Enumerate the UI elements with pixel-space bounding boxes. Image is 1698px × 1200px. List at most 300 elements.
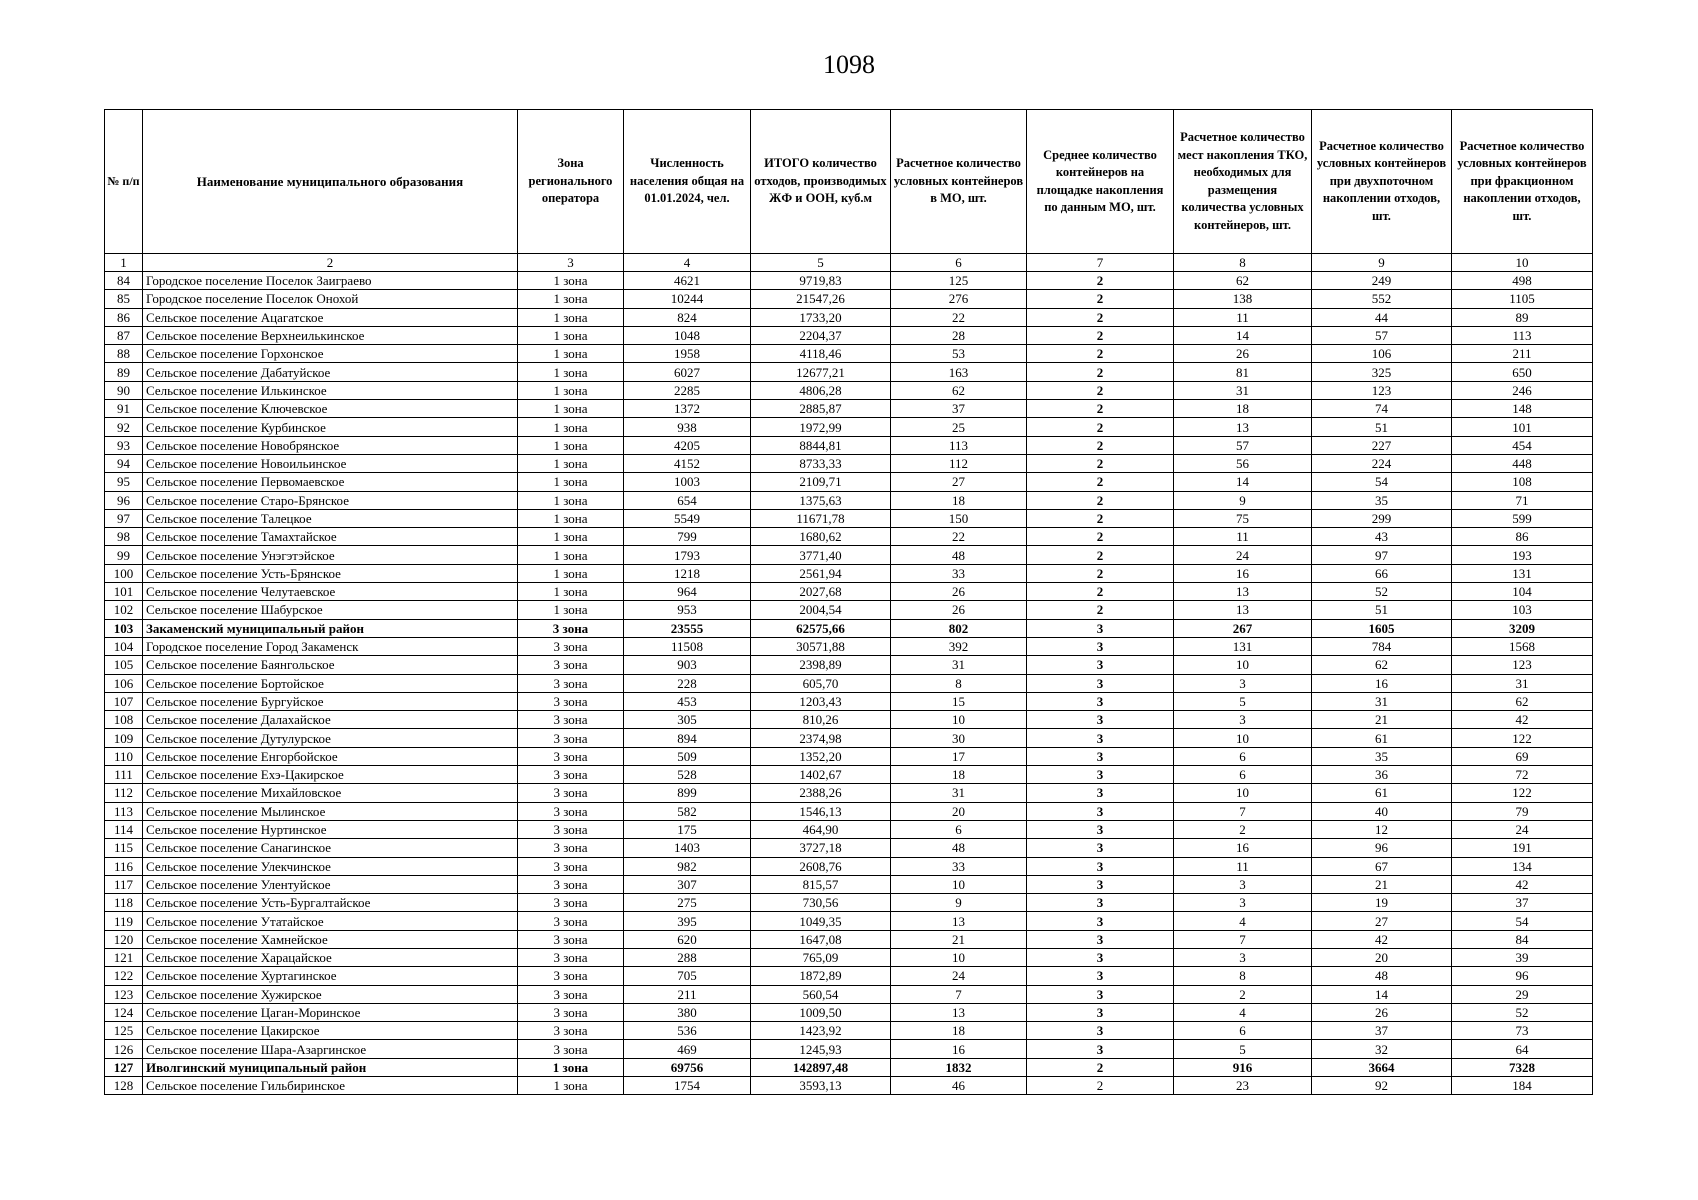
- population-cell: 1372: [624, 400, 751, 418]
- total-waste-cell: 8733,33: [751, 454, 891, 472]
- total-waste-cell: 142897,48: [751, 1058, 891, 1076]
- required-sites-cell: 3: [1174, 894, 1312, 912]
- two-stream-containers-cell: 16: [1312, 674, 1452, 692]
- municipality-name-cell: Сельское поселение Первомаевское: [143, 473, 518, 491]
- row-index-cell: 105: [105, 656, 143, 674]
- avg-containers-per-site-cell: 3: [1027, 839, 1174, 857]
- total-waste-cell: 1423,92: [751, 1022, 891, 1040]
- container-count-cell: 17: [891, 747, 1027, 765]
- row-index-cell: 96: [105, 491, 143, 509]
- container-count-cell: 27: [891, 473, 1027, 491]
- table-row: [105, 290, 1593, 308]
- two-stream-containers-cell: 48: [1312, 967, 1452, 985]
- fractional-containers-cell: 101: [1452, 418, 1593, 436]
- row-index-cell: 116: [105, 857, 143, 875]
- table-row: [105, 875, 1593, 893]
- two-stream-containers-cell: 66: [1312, 564, 1452, 582]
- fractional-containers-cell: 69: [1452, 747, 1593, 765]
- row-index-cell: 103: [105, 619, 143, 637]
- container-count-cell: 18: [891, 766, 1027, 784]
- required-sites-cell: 13: [1174, 418, 1312, 436]
- required-sites-cell: 3: [1174, 875, 1312, 893]
- municipality-name-cell: Сельское поселение Улентуйское: [143, 875, 518, 893]
- required-sites-cell: 4: [1174, 912, 1312, 930]
- row-index-cell: 118: [105, 894, 143, 912]
- container-count-cell: 18: [891, 1022, 1027, 1040]
- population-cell: 395: [624, 912, 751, 930]
- population-cell: 964: [624, 583, 751, 601]
- avg-containers-per-site-cell: 2: [1027, 491, 1174, 509]
- population-cell: 938: [624, 418, 751, 436]
- municipality-name-cell: Городское поселение Поселок Онохой: [143, 290, 518, 308]
- table-row: [105, 272, 1593, 290]
- total-waste-cell: 1402,67: [751, 766, 891, 784]
- page-number: 1098: [823, 50, 875, 79]
- fractional-containers-cell: 113: [1452, 326, 1593, 344]
- avg-containers-per-site-cell: 3: [1027, 820, 1174, 838]
- table-row: [105, 1022, 1593, 1040]
- column-number-cell: 5: [751, 254, 891, 272]
- two-stream-containers-cell: 51: [1312, 418, 1452, 436]
- total-waste-cell: 1352,20: [751, 747, 891, 765]
- required-sites-cell: 7: [1174, 930, 1312, 948]
- avg-containers-per-site-cell: 3: [1027, 1040, 1174, 1058]
- population-cell: 1403: [624, 839, 751, 857]
- fractional-containers-cell: 131: [1452, 564, 1593, 582]
- population-cell: 953: [624, 601, 751, 619]
- municipality-name-cell: Сельское поселение Цакирское: [143, 1022, 518, 1040]
- operator-zone-cell: 3 зона: [518, 839, 624, 857]
- table-row: [105, 345, 1593, 363]
- row-index-cell: 102: [105, 601, 143, 619]
- fractional-containers-cell: 37: [1452, 894, 1593, 912]
- operator-zone-cell: 3 зона: [518, 766, 624, 784]
- container-count-cell: 7: [891, 985, 1027, 1003]
- municipality-name-cell: Сельское поселение Новобрянское: [143, 436, 518, 454]
- municipality-name-cell: Сельское поселение Челутаевское: [143, 583, 518, 601]
- table-row: [105, 948, 1593, 966]
- total-waste-cell: 2608,76: [751, 857, 891, 875]
- avg-containers-per-site-cell: 2: [1027, 601, 1174, 619]
- row-index-cell: 90: [105, 381, 143, 399]
- avg-containers-per-site-cell: 2: [1027, 363, 1174, 381]
- municipality-name-cell: Закаменский муниципальный район: [143, 619, 518, 637]
- required-sites-cell: 13: [1174, 583, 1312, 601]
- municipality-name-cell: Сельское поселение Тамахтайское: [143, 528, 518, 546]
- municipality-name-cell: Сельское поселение Бортойское: [143, 674, 518, 692]
- operator-zone-cell: 1 зона: [518, 583, 624, 601]
- total-waste-cell: 560,54: [751, 985, 891, 1003]
- fractional-containers-cell: 73: [1452, 1022, 1593, 1040]
- operator-zone-cell: 3 зона: [518, 784, 624, 802]
- required-sites-cell: 5: [1174, 692, 1312, 710]
- fractional-containers-cell: 52: [1452, 1003, 1593, 1021]
- total-waste-cell: 2885,87: [751, 400, 891, 418]
- container-count-cell: 276: [891, 290, 1027, 308]
- total-waste-cell: 3593,13: [751, 1077, 891, 1095]
- container-count-cell: 10: [891, 711, 1027, 729]
- column-number-cell: 2: [143, 254, 518, 272]
- two-stream-containers-cell: 44: [1312, 308, 1452, 326]
- header-municipality-name: Наименование муниципального образования: [143, 110, 518, 254]
- municipality-name-cell: Сельское поселение Хамнейское: [143, 930, 518, 948]
- fractional-containers-cell: 42: [1452, 875, 1593, 893]
- table-header: [105, 110, 1593, 272]
- total-waste-cell: 2204,37: [751, 326, 891, 344]
- avg-containers-per-site-cell: 3: [1027, 619, 1174, 637]
- fractional-containers-cell: 62: [1452, 692, 1593, 710]
- column-number-cell: 9: [1312, 254, 1452, 272]
- container-count-cell: 20: [891, 802, 1027, 820]
- population-cell: 211: [624, 985, 751, 1003]
- fractional-containers-cell: 184: [1452, 1077, 1593, 1095]
- two-stream-containers-cell: 61: [1312, 729, 1452, 747]
- required-sites-cell: 3: [1174, 948, 1312, 966]
- avg-containers-per-site-cell: 3: [1027, 674, 1174, 692]
- operator-zone-cell: 1 зона: [518, 400, 624, 418]
- table-row: [105, 839, 1593, 857]
- population-cell: 528: [624, 766, 751, 784]
- operator-zone-cell: 1 зона: [518, 363, 624, 381]
- table-row: [105, 491, 1593, 509]
- row-index-cell: 124: [105, 1003, 143, 1021]
- population-cell: 1793: [624, 546, 751, 564]
- table-body: [105, 272, 1593, 1095]
- table-row: [105, 1077, 1593, 1095]
- row-index-cell: 113: [105, 802, 143, 820]
- population-cell: 824: [624, 308, 751, 326]
- column-number-cell: 7: [1027, 254, 1174, 272]
- row-index-cell: 87: [105, 326, 143, 344]
- operator-zone-cell: 1 зона: [518, 308, 624, 326]
- total-waste-cell: 21547,26: [751, 290, 891, 308]
- required-sites-cell: 916: [1174, 1058, 1312, 1076]
- two-stream-containers-cell: 51: [1312, 601, 1452, 619]
- operator-zone-cell: 3 зона: [518, 875, 624, 893]
- avg-containers-per-site-cell: 3: [1027, 894, 1174, 912]
- municipality-name-cell: Городское поселение Город Закаменск: [143, 637, 518, 655]
- avg-containers-per-site-cell: 3: [1027, 802, 1174, 820]
- operator-zone-cell: 3 зона: [518, 656, 624, 674]
- population-cell: 228: [624, 674, 751, 692]
- required-sites-cell: 13: [1174, 601, 1312, 619]
- avg-containers-per-site-cell: 2: [1027, 400, 1174, 418]
- required-sites-cell: 31: [1174, 381, 1312, 399]
- population-cell: 10244: [624, 290, 751, 308]
- fractional-containers-cell: 71: [1452, 491, 1593, 509]
- container-count-cell: 31: [891, 656, 1027, 674]
- required-sites-cell: 3: [1174, 674, 1312, 692]
- container-count-cell: 125: [891, 272, 1027, 290]
- avg-containers-per-site-cell: 2: [1027, 1077, 1174, 1095]
- population-cell: 982: [624, 857, 751, 875]
- operator-zone-cell: 1 зона: [518, 418, 624, 436]
- population-cell: 6027: [624, 363, 751, 381]
- municipality-name-cell: Сельское поселение Михайловское: [143, 784, 518, 802]
- total-waste-cell: 3727,18: [751, 839, 891, 857]
- row-index-cell: 112: [105, 784, 143, 802]
- population-cell: 307: [624, 875, 751, 893]
- header-operator-zone: Зона регионального оператора: [518, 110, 624, 254]
- row-index-cell: 106: [105, 674, 143, 692]
- required-sites-cell: 3: [1174, 711, 1312, 729]
- total-waste-cell: 1049,35: [751, 912, 891, 930]
- container-count-cell: 13: [891, 1003, 1027, 1021]
- required-sites-cell: 7: [1174, 802, 1312, 820]
- table-row: [105, 308, 1593, 326]
- row-index-cell: 98: [105, 528, 143, 546]
- municipality-name-cell: Сельское поселение Харацайское: [143, 948, 518, 966]
- required-sites-cell: 75: [1174, 509, 1312, 527]
- header-fractional-containers: Расчетное количество условных контейнеров при фракционном накоплении отходов, шт.: [1452, 110, 1593, 254]
- header-avg-containers-per-site: Среднее количество контейнеров на площадке накопления по данным МО, шт.: [1027, 110, 1174, 254]
- operator-zone-cell: 1 зона: [518, 473, 624, 491]
- municipality-name-cell: Сельское поселение Ключевское: [143, 400, 518, 418]
- two-stream-containers-cell: 96: [1312, 839, 1452, 857]
- avg-containers-per-site-cell: 3: [1027, 967, 1174, 985]
- table-row: [105, 985, 1593, 1003]
- fractional-containers-cell: 96: [1452, 967, 1593, 985]
- row-index-cell: 85: [105, 290, 143, 308]
- municipality-name-cell: Сельское поселение Енгорбойское: [143, 747, 518, 765]
- avg-containers-per-site-cell: 2: [1027, 326, 1174, 344]
- row-index-cell: 109: [105, 729, 143, 747]
- operator-zone-cell: 3 зона: [518, 619, 624, 637]
- required-sites-cell: 81: [1174, 363, 1312, 381]
- required-sites-cell: 6: [1174, 766, 1312, 784]
- required-sites-cell: 131: [1174, 637, 1312, 655]
- required-sites-cell: 18: [1174, 400, 1312, 418]
- fractional-containers-cell: 193: [1452, 546, 1593, 564]
- avg-containers-per-site-cell: 2: [1027, 1058, 1174, 1076]
- row-index-cell: 126: [105, 1040, 143, 1058]
- row-index-cell: 122: [105, 967, 143, 985]
- column-number-cell: 1: [105, 254, 143, 272]
- fractional-containers-cell: 29: [1452, 985, 1593, 1003]
- two-stream-containers-cell: 67: [1312, 857, 1452, 875]
- municipality-name-cell: Сельское поселение Ехэ-Цакирское: [143, 766, 518, 784]
- required-sites-cell: 57: [1174, 436, 1312, 454]
- table-row: [105, 381, 1593, 399]
- operator-zone-cell: 3 зона: [518, 1003, 624, 1021]
- two-stream-containers-cell: 27: [1312, 912, 1452, 930]
- avg-containers-per-site-cell: 3: [1027, 985, 1174, 1003]
- population-cell: 5549: [624, 509, 751, 527]
- table-row: [105, 692, 1593, 710]
- operator-zone-cell: 1 зона: [518, 546, 624, 564]
- required-sites-cell: 5: [1174, 1040, 1312, 1058]
- avg-containers-per-site-cell: 2: [1027, 454, 1174, 472]
- total-waste-cell: 2027,68: [751, 583, 891, 601]
- avg-containers-per-site-cell: 3: [1027, 875, 1174, 893]
- fractional-containers-cell: 246: [1452, 381, 1593, 399]
- row-index-cell: 89: [105, 363, 143, 381]
- operator-zone-cell: 1 зона: [518, 436, 624, 454]
- avg-containers-per-site-cell: 3: [1027, 912, 1174, 930]
- header-row: [105, 110, 1593, 254]
- population-cell: 799: [624, 528, 751, 546]
- avg-containers-per-site-cell: 3: [1027, 857, 1174, 875]
- total-waste-cell: 1972,99: [751, 418, 891, 436]
- row-index-cell: 93: [105, 436, 143, 454]
- total-waste-cell: 1647,08: [751, 930, 891, 948]
- operator-zone-cell: 1 зона: [518, 381, 624, 399]
- operator-zone-cell: 1 зона: [518, 528, 624, 546]
- table-row: [105, 784, 1593, 802]
- avg-containers-per-site-cell: 3: [1027, 711, 1174, 729]
- required-sites-cell: 16: [1174, 564, 1312, 582]
- total-waste-cell: 765,09: [751, 948, 891, 966]
- container-count-cell: 9: [891, 894, 1027, 912]
- fractional-containers-cell: 3209: [1452, 619, 1593, 637]
- table-row: [105, 729, 1593, 747]
- required-sites-cell: 24: [1174, 546, 1312, 564]
- fractional-containers-cell: 122: [1452, 729, 1593, 747]
- avg-containers-per-site-cell: 2: [1027, 509, 1174, 527]
- fractional-containers-cell: 86: [1452, 528, 1593, 546]
- table-row: [105, 802, 1593, 820]
- fractional-containers-cell: 103: [1452, 601, 1593, 619]
- table-row: [105, 564, 1593, 582]
- operator-zone-cell: 1 зона: [518, 509, 624, 527]
- municipality-name-cell: Сельское поселение Дутулурское: [143, 729, 518, 747]
- population-cell: 11508: [624, 637, 751, 655]
- header-total-waste: ИТОГО количество отходов, производимых ЖФ и ООН, куб.м: [751, 110, 891, 254]
- two-stream-containers-cell: 552: [1312, 290, 1452, 308]
- operator-zone-cell: 3 зона: [518, 1040, 624, 1058]
- avg-containers-per-site-cell: 2: [1027, 528, 1174, 546]
- required-sites-cell: 14: [1174, 473, 1312, 491]
- population-cell: 899: [624, 784, 751, 802]
- column-number-cell: 6: [891, 254, 1027, 272]
- avg-containers-per-site-cell: 2: [1027, 546, 1174, 564]
- two-stream-containers-cell: 19: [1312, 894, 1452, 912]
- two-stream-containers-cell: 97: [1312, 546, 1452, 564]
- fractional-containers-cell: 89: [1452, 308, 1593, 326]
- required-sites-cell: 11: [1174, 308, 1312, 326]
- table-row: [105, 400, 1593, 418]
- two-stream-containers-cell: 35: [1312, 491, 1452, 509]
- operator-zone-cell: 3 зона: [518, 948, 624, 966]
- two-stream-containers-cell: 35: [1312, 747, 1452, 765]
- total-waste-cell: 12677,21: [751, 363, 891, 381]
- total-waste-cell: 4118,46: [751, 345, 891, 363]
- operator-zone-cell: 3 зона: [518, 857, 624, 875]
- container-count-cell: 150: [891, 509, 1027, 527]
- container-count-cell: 21: [891, 930, 1027, 948]
- municipality-name-cell: Сельское поселение Старо-Брянское: [143, 491, 518, 509]
- total-waste-cell: 2109,71: [751, 473, 891, 491]
- municipality-name-cell: Городское поселение Поселок Заиграево: [143, 272, 518, 290]
- row-index-cell: 108: [105, 711, 143, 729]
- row-index-cell: 127: [105, 1058, 143, 1076]
- container-count-cell: 22: [891, 308, 1027, 326]
- two-stream-containers-cell: 52: [1312, 583, 1452, 601]
- container-count-cell: 18: [891, 491, 1027, 509]
- container-count-cell: 33: [891, 857, 1027, 875]
- waste-containers-table: [104, 109, 1593, 1095]
- operator-zone-cell: 3 зона: [518, 967, 624, 985]
- avg-containers-per-site-cell: 2: [1027, 564, 1174, 582]
- population-cell: 509: [624, 747, 751, 765]
- required-sites-cell: 6: [1174, 747, 1312, 765]
- table-row: [105, 509, 1593, 527]
- table-row: [105, 418, 1593, 436]
- required-sites-cell: 62: [1174, 272, 1312, 290]
- two-stream-containers-cell: 227: [1312, 436, 1452, 454]
- required-sites-cell: 9: [1174, 491, 1312, 509]
- container-count-cell: 53: [891, 345, 1027, 363]
- column-number-cell: 8: [1174, 254, 1312, 272]
- operator-zone-cell: 3 зона: [518, 729, 624, 747]
- total-waste-cell: 1733,20: [751, 308, 891, 326]
- operator-zone-cell: 3 зона: [518, 820, 624, 838]
- avg-containers-per-site-cell: 3: [1027, 637, 1174, 655]
- two-stream-containers-cell: 54: [1312, 473, 1452, 491]
- municipality-name-cell: Сельское поселение Цаган-Моринское: [143, 1003, 518, 1021]
- required-sites-cell: 16: [1174, 839, 1312, 857]
- row-index-cell: 86: [105, 308, 143, 326]
- two-stream-containers-cell: 42: [1312, 930, 1452, 948]
- required-sites-cell: 4: [1174, 1003, 1312, 1021]
- table-row: [105, 454, 1593, 472]
- total-waste-cell: 2388,26: [751, 784, 891, 802]
- row-index-cell: 111: [105, 766, 143, 784]
- table-row: [105, 967, 1593, 985]
- operator-zone-cell: 3 зона: [518, 692, 624, 710]
- operator-zone-cell: 3 зона: [518, 674, 624, 692]
- total-waste-cell: 2398,89: [751, 656, 891, 674]
- fractional-containers-cell: 134: [1452, 857, 1593, 875]
- population-cell: 705: [624, 967, 751, 985]
- two-stream-containers-cell: 21: [1312, 711, 1452, 729]
- container-count-cell: 113: [891, 436, 1027, 454]
- table-row: [105, 711, 1593, 729]
- municipality-name-cell: Сельское поселение Утатайское: [143, 912, 518, 930]
- operator-zone-cell: 3 зона: [518, 985, 624, 1003]
- population-cell: 1958: [624, 345, 751, 363]
- operator-zone-cell: 1 зона: [518, 345, 624, 363]
- two-stream-containers-cell: 26: [1312, 1003, 1452, 1021]
- fractional-containers-cell: 39: [1452, 948, 1593, 966]
- row-index-cell: 117: [105, 875, 143, 893]
- table-row: [105, 894, 1593, 912]
- population-cell: 654: [624, 491, 751, 509]
- total-waste-cell: 4806,28: [751, 381, 891, 399]
- required-sites-cell: 2: [1174, 985, 1312, 1003]
- municipality-name-cell: Сельское поселение Нуртинское: [143, 820, 518, 838]
- container-count-cell: 15: [891, 692, 1027, 710]
- row-index-cell: 99: [105, 546, 143, 564]
- operator-zone-cell: 3 зона: [518, 711, 624, 729]
- required-sites-cell: 11: [1174, 528, 1312, 546]
- total-waste-cell: 605,70: [751, 674, 891, 692]
- fractional-containers-cell: 7328: [1452, 1058, 1593, 1076]
- table-row: [105, 820, 1593, 838]
- container-count-cell: 30: [891, 729, 1027, 747]
- required-sites-cell: 10: [1174, 784, 1312, 802]
- two-stream-containers-cell: 325: [1312, 363, 1452, 381]
- municipality-name-cell: Сельское поселение Усть-Брянское: [143, 564, 518, 582]
- required-sites-cell: 267: [1174, 619, 1312, 637]
- row-index-cell: 97: [105, 509, 143, 527]
- population-cell: 582: [624, 802, 751, 820]
- table-row: [105, 930, 1593, 948]
- total-waste-cell: 30571,88: [751, 637, 891, 655]
- operator-zone-cell: 1 зона: [518, 491, 624, 509]
- container-count-cell: 16: [891, 1040, 1027, 1058]
- container-count-cell: 10: [891, 948, 1027, 966]
